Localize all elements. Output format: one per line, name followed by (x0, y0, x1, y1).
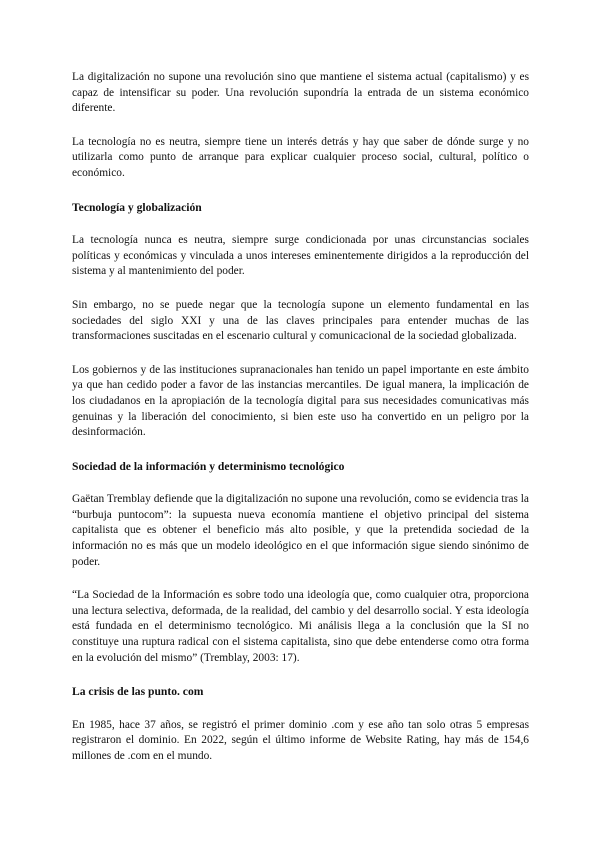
paragraph-quote-tremblay: “La Sociedad de la Información es sobre todo una ideología que, como cualquier otra, proporciona una lectura selectiva, deformada, de la realidad, del cambio y del desarrollo social. Y esta ideología está fundada en el determinismo tecnológico. Mi análisis llega a la conclusión que la SI no constituye una ruptura radical con el sistema capitalista, sino que debe entenderse como otra forma en la evolución del mismo” (Tremblay, 2003: 17). (72, 589, 529, 664)
paragraph-tremblay: Gaëtan Tremblay defiende que la digitalización no supone una revolución, como se evidencia tras la “burbuja puntocom”: la supuesta nueva economía mantiene el objetivo principal del sistema capitalista que es obtener el beneficio más alto posible, y que la pretendida sociedad de la información no es más que un modelo ideológico en el que información sigue siendo sinónimo de poder. (72, 493, 529, 568)
paragraph-tecnologia-no-neutra: La tecnología no es neutra, siempre tiene un interés detrás y hay que saber de dónde surge y no utilizarla como punto de arranque para explicar cualquier proceso social, cultural, político o económico. (72, 135, 529, 179)
paragraph-gobiernos: Los gobiernos y de las instituciones supranacionales han tenido un papel importante en este ámbito ya que han cedido poder a favor de las instancias mercantiles. De igual manera, la implicación de los ciudadanos en la apropiación de la tecnología digital para sus necesidades comunicativas más genuinas y la liberación del conocimiento, si bien este uso ha convertido en un peligro por la desinformación. (72, 363, 529, 439)
heading-sociedad-informacion: Sociedad de la información y determinismo tecnológico (72, 459, 345, 473)
paragraph-dominio-com: En 1985, hace 37 años, se registró el primer dominio .com y ese año tan solo otras 5 empresas registraron el dominio. En 2022, según el último informe de Website Rating, hay más de 154,6 millones de .com en el mundo. (72, 718, 529, 762)
paragraph-digitalizacion: La digitalización no supone una revolución sino que mantiene el sistema actual (capitalismo) y es capaz de intensificar su poder. Una revolución supondría la entrada de un sistema económico diferente. (72, 71, 529, 115)
document-page (72, 70, 529, 783)
heading-crisis-puntocom: La crisis de las punto. com (72, 685, 204, 699)
heading-tecnologia-globalizacion: Tecnología y globalización (72, 200, 202, 214)
paragraph-tecnologia-condicionada: La tecnología nunca es neutra, siempre surge condicionada por unas circunstancias sociales políticas y económicas y vinculada a unos intereses eminentemente dirigidos a la reproducción del sistema y al mantenimiento del poder. (72, 234, 529, 278)
paragraph-sin-embargo: Sin embargo, no se puede negar que la tecnología supone un elemento fundamental en las sociedades del siglo XXI y una de las claves principales para entender muchas de las transformaciones suscitadas en el escenario cultural y comunicacional de la sociedad globalizada. (72, 298, 529, 343)
